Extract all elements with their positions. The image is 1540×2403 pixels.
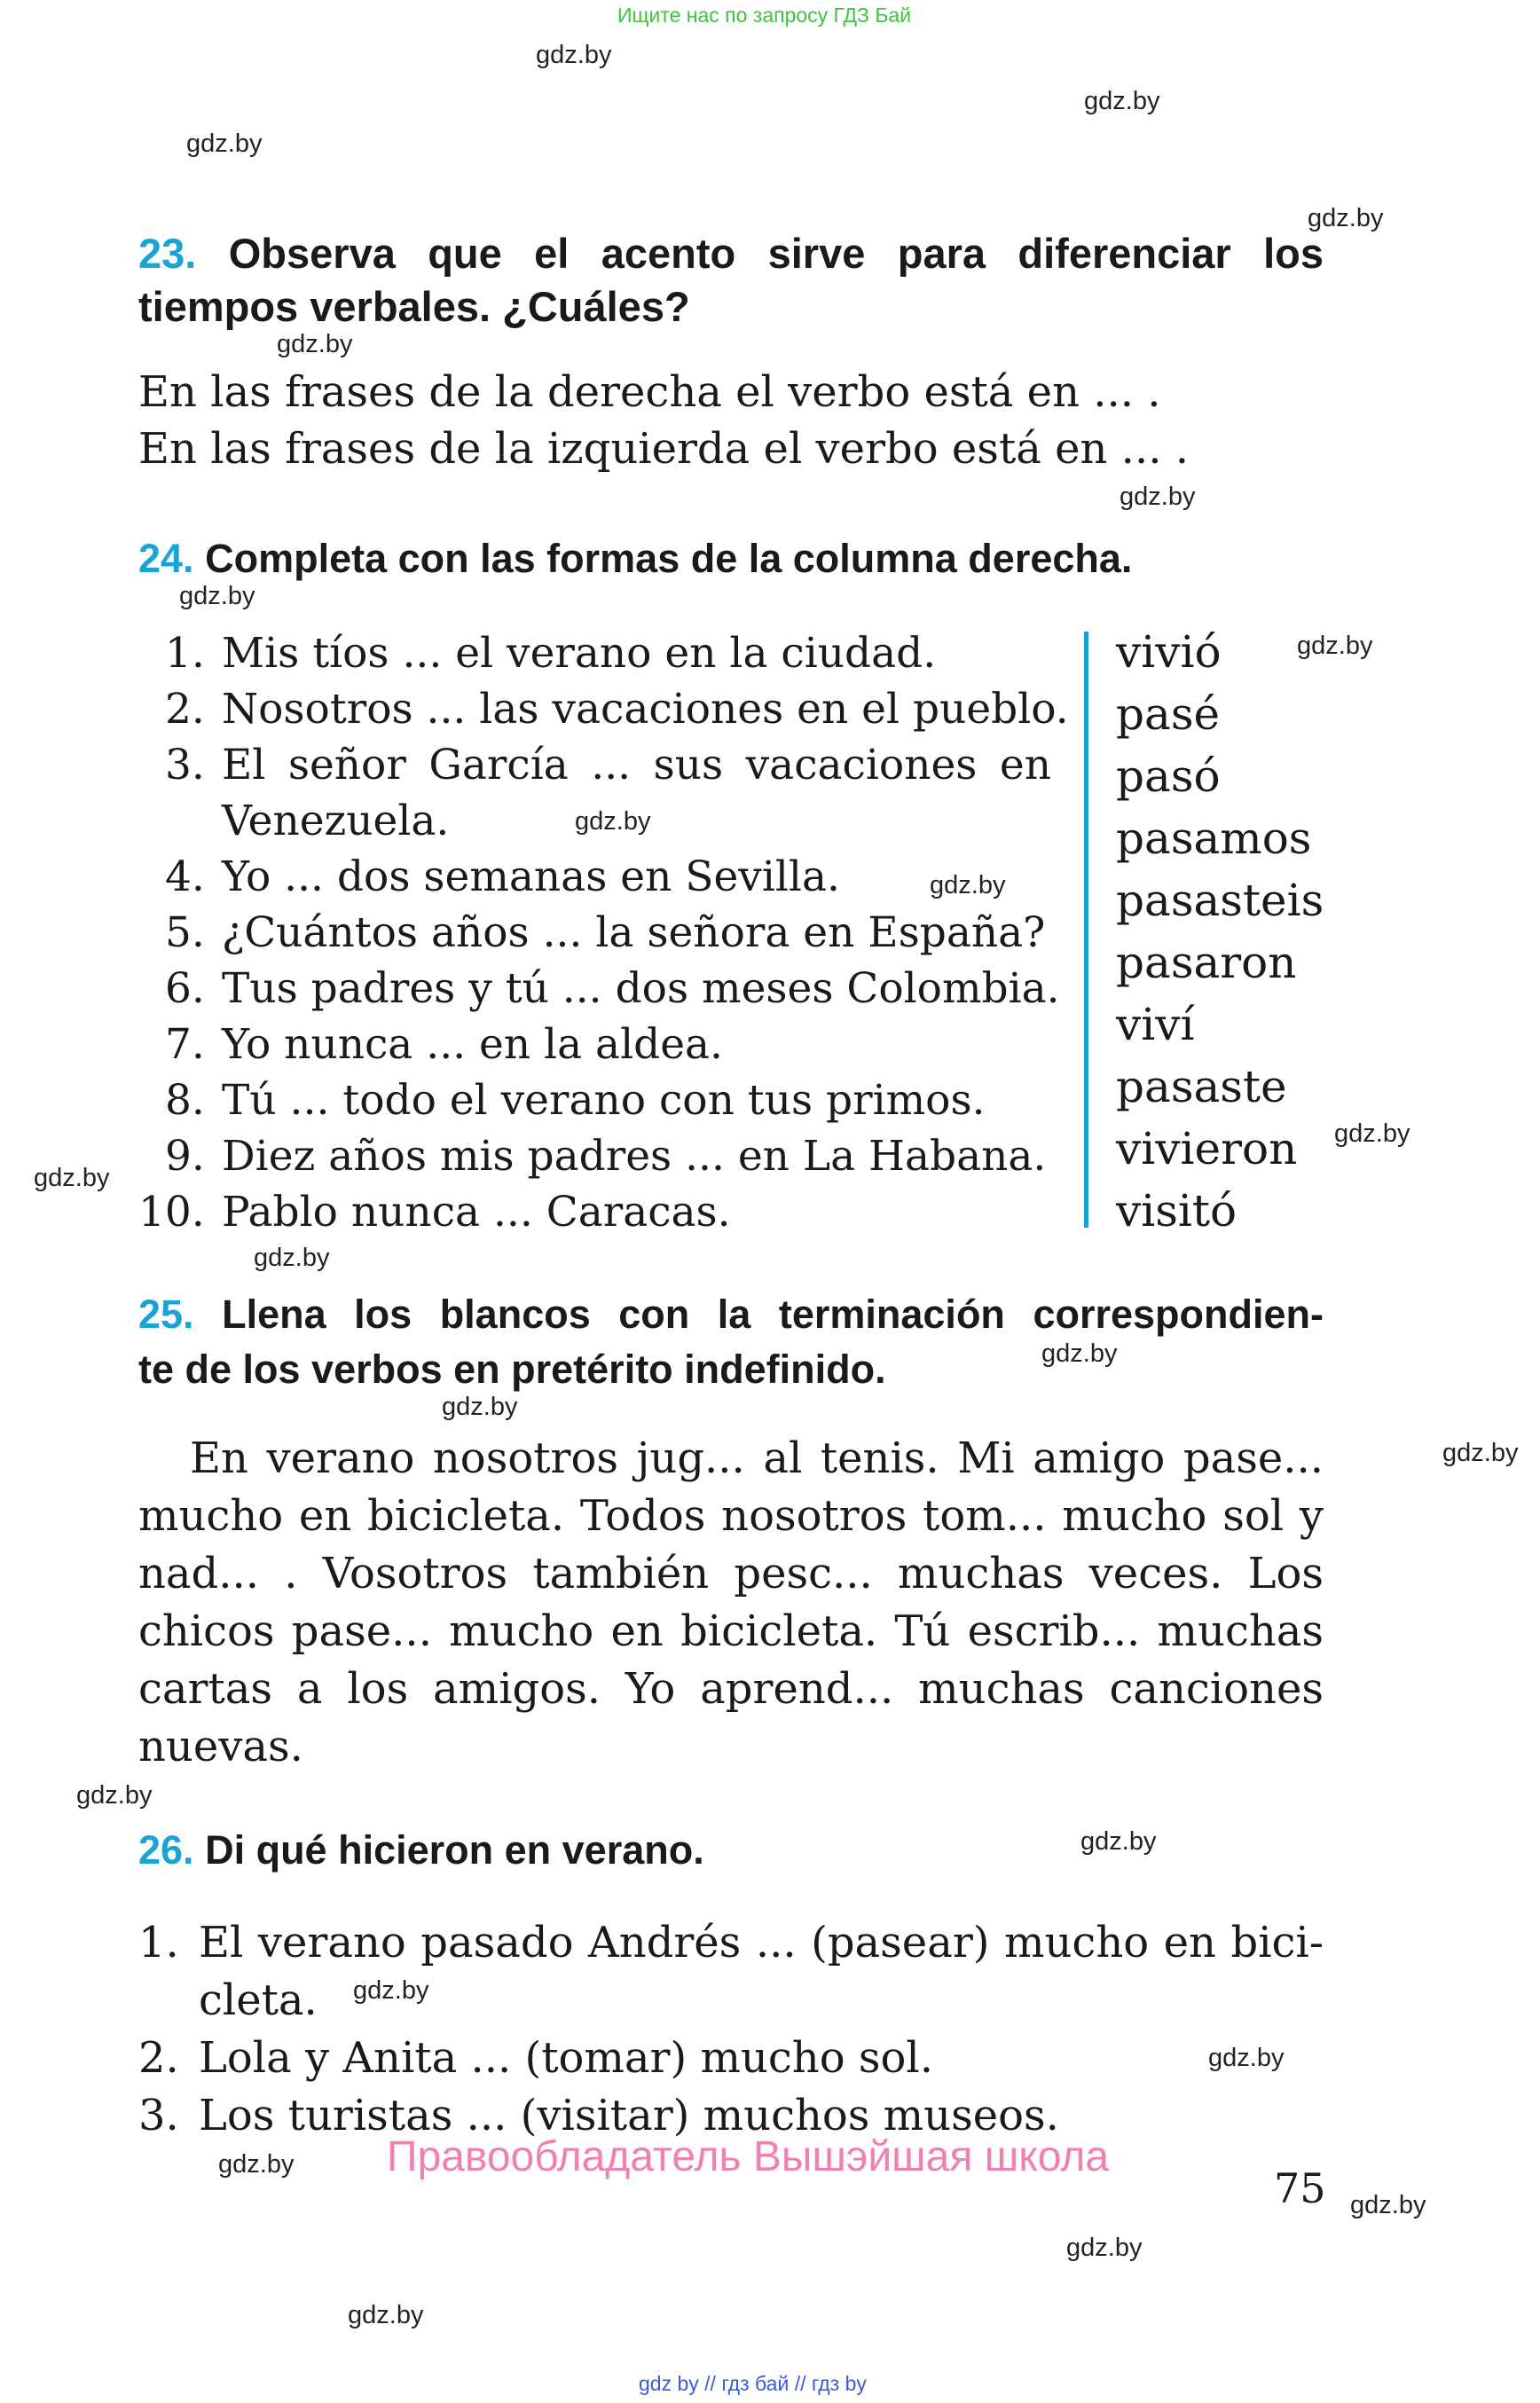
watermark: gdz.by [348, 2301, 424, 2329]
watermark: gdz.by [1442, 1439, 1519, 1467]
ex25-number: 25. [138, 1292, 194, 1337]
watermark: gdz.by [76, 1781, 153, 1810]
watermark: gdz.by [442, 1393, 518, 1421]
ex24-word-column [1116, 621, 1324, 1242]
word-option: pasaste [1116, 1061, 1287, 1112]
word-option: viví [1116, 999, 1195, 1050]
watermark: gdz.by [1334, 1119, 1410, 1148]
paragraph-line: chicos pase... mucho en bicicleta. Tú escrib... muchas [138, 1606, 1324, 1656]
column-divider [1084, 632, 1088, 1228]
word-option: visitó [1116, 1185, 1238, 1237]
list-item: 1. Mis tíos ... el verano en la ciudad. [165, 629, 937, 678]
word-option: vivieron [1116, 1123, 1298, 1174]
ex25-paragraph [138, 1430, 1324, 1776]
watermark: gdz.by [1208, 2044, 1285, 2072]
list-item: 2. Lola y Anita ... (tomar) mucho sol. [138, 2033, 933, 2083]
watermark: gdz.by [1120, 483, 1196, 511]
paragraph-line: En verano nosotros jug... al tenis. Mi amigo pase... [190, 1433, 1324, 1483]
watermark: gdz.by [536, 41, 612, 69]
word-option: pasamos [1116, 813, 1312, 864]
ex24-sentence-list [138, 625, 1069, 1240]
ex26-title-text: Di qué hicieron en verano. [205, 1827, 704, 1873]
list-item: 2. Nosotros ... las vacaciones en el pueblo. [165, 685, 1069, 734]
list-item: 3. Los turistas ... (visitar) muchos museos. [138, 2091, 1059, 2140]
watermark: gdz.by [1084, 87, 1160, 115]
watermark: gdz.by [930, 871, 1006, 899]
word-option: pasé [1116, 688, 1221, 740]
watermark: gdz.by [254, 1244, 330, 1272]
ex23-line2: En las frases de la izquierda el verbo está en ... . [138, 424, 1189, 474]
copyright-owner: Правообладатель Вышэйшая школа [387, 2133, 1110, 2180]
list-item: 5. ¿Cuántos años ... la señora en España? [165, 908, 1046, 957]
list-item: 9. Diez años mis padres ... en La Habana. [165, 1132, 1047, 1181]
footer-links[interactable]: gdz by // гдз бай // гдз by [639, 2372, 867, 2395]
watermark: gdz.by [186, 130, 263, 158]
list-item: cleta. [199, 1975, 318, 2025]
watermark: gdz.by [1350, 2191, 1426, 2219]
word-option: pasó [1116, 750, 1221, 802]
paragraph-line: cartas a los amigos. Yo aprend... muchas canciones [138, 1664, 1324, 1714]
list-item: 1. El verano pasado Andrés ... (pasear) mucho en bici- [138, 1918, 1324, 1967]
paragraph-line: nuevas. [138, 1722, 303, 1771]
word-option: vivió [1116, 626, 1222, 678]
watermark: gdz.by [218, 2150, 295, 2179]
paragraph-line: nad... . Vosotros también pesc... muchas veces. Los [138, 1549, 1324, 1598]
ex24-title-text: Completa con las formas de la columna derecha. [205, 536, 1133, 581]
watermark: gdz.by [34, 1164, 110, 1192]
word-option: pasasteis [1116, 875, 1324, 926]
page-number: 75 [1274, 2164, 1326, 2212]
ex23-number: 23. [138, 230, 197, 277]
ex26-list [138, 1914, 1324, 2145]
ex23-line1: En las frases de la derecha el verbo está en ... . [138, 367, 1161, 417]
ex23-title-line2: tiempos verbales. ¿Cuáles? [138, 283, 690, 330]
watermark: gdz.by [179, 582, 255, 610]
ex26-number: 26. [138, 1827, 194, 1873]
watermark: gdz.by [575, 807, 651, 836]
ex26-title [138, 1827, 704, 1873]
watermark: gdz.by [277, 330, 353, 358]
ex24-number: 24. [138, 536, 194, 581]
ex25-title-line1 [138, 1292, 1324, 1338]
list-item: 7. Yo nunca ... en la aldea. [165, 1020, 723, 1069]
word-option: pasaron [1116, 937, 1297, 988]
watermark: gdz.by [1297, 632, 1373, 660]
watermark: gdz.by [1041, 1339, 1118, 1368]
watermark: gdz.by [353, 1976, 429, 2005]
top-banner: Ищите нас по запросу ГДЗ Бай [617, 4, 912, 27]
watermark: gdz.by [1308, 204, 1384, 232]
list-item: 8. Tú ... todo el verano con tus primos. [165, 1076, 986, 1125]
watermark: gdz.by [1080, 1827, 1157, 1856]
ex24-title [138, 536, 1132, 582]
ex25-title-text: Llena los blancos con la terminación correspondien- [222, 1292, 1324, 1337]
ex25-title-line2: te de los verbos en pretérito indefinido. [138, 1347, 886, 1392]
list-item: 3. El señor García ... sus vacaciones en [165, 741, 1051, 789]
ex23-title-text: Observa que el acento sirve para diferenciar los [228, 230, 1324, 277]
list-item: 6. Tus padres y tú ... dos meses Colombia. [165, 964, 1060, 1013]
watermark: gdz.by [1066, 2234, 1143, 2262]
paragraph-line: mucho en bicicleta. Todos nosotros tom... mucho sol y [138, 1491, 1324, 1541]
ex23-title-line1 [138, 229, 1324, 278]
list-item: 10. Pablo nunca ... Caracas. [138, 1188, 731, 1237]
list-item: 4. Yo ... dos semanas en Sevilla. [165, 852, 840, 901]
list-item: Venezuela. [222, 797, 450, 845]
